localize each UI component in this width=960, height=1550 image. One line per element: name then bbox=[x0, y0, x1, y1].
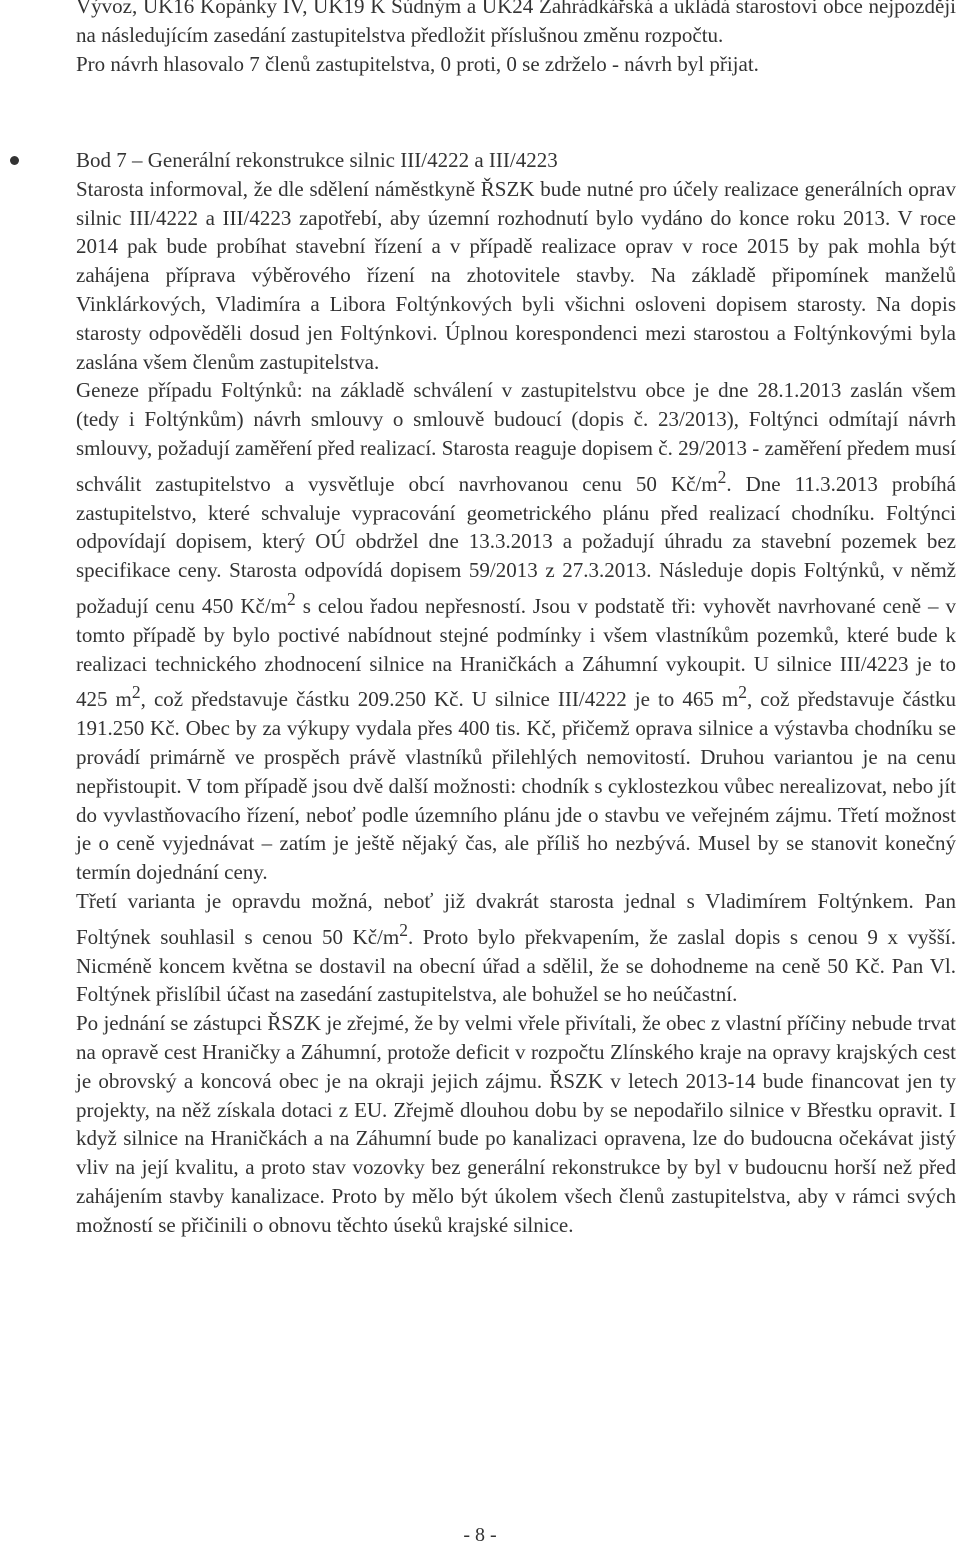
paragraph-case-history: Geneze případu Foltýnků: na základě schválení v zastupitelstvu obce je dne 28.1.2013 zaslán všem (tedy i Foltýnkům) návrh smlouvy o smlouvě budoucí (dopis č. 23/2013), Foltýnci odmítají návrh smlouvy, požadují zaměření před realizací. Starosta reaguje dopisem č. 29/2013 - zaměření předem musí schválit zastupitelstvo a vysvětluje obcí navrhovanou cenu 50 $Kč/m^2$. Dne 11.3.2013 probíhá zastupitelstvo, které schvaluje vypracování geometrického plánu před realizací chodníku. Foltýnci odpovídají dopisem, který OÚ obdržel dne 13.3.2013 a požadují úhradu za stavební pozemek bez specifikace ceny. Starosta odpovídá dopisem 59/2013 z 27.3.2013. Následuje dopis Foltýnků, v němž požadují cenu 450 $Kč/m^2$ s celou řadou nepřesností. Jsou v podstatě tři: vyhovět navrhované ceně – v tomto případě by bylo poctivé nabídnout stejné podmínky i všem vlastníkům pozemků, které bude k realizaci technického zhodnocení silnice na Hraničkách a Záhumní vykoupit. U silnice III/4223 je to 425 $m^2$, což představuje částku 209.250 Kč. U silnice III/4222 je to 465 $m^2$, což představuje částku 191.250 Kč. Obec by za výkupy vydala přes 400 tis. Kč, přičemž oprava silnice a výstavba chodníku se provádí primárně ve prospěch právě vlastníků přilehlých nemovitostí. Druhou variantou je na cenu nepřistoupit. V tom případě jsou dvě další možnosti: chodník s cyklostezkou vůbec nerealizovat, nebo jít do vyvlastňovacího řízení, neboť podle územního plánu jde o stavbu ve veřejném zájmu. Třetí možnost je o ceně vyjednávat – zatím je ještě nějaký čas, ale příliš ho nezbývá. Musel by se stanovit konečný termín dojednání ceny. bbox=[76, 378, 957, 885]
paragraph-rszk-negotiation: Po jednání se zástupci ŘSZK je zřejmé, že by velmi vřele přivítali, že obec z vlastní příčiny nebude trvat na opravě cest Hraničky a Záhumní, protože deficit v rozpočtu Zlínského kraje na opravy krajských cest je obrovský a koncová obec je na okraji jejich zájmu. ŘSZK v letech 2013-14 bude financovat jen ty projekty, na něž získala dotaci z EU. Zřejmě dlouhou dobu by se nepodařilo silnice v Břestku opravit. I když silnice na Hraničkách a na Záhumní bude po kanalizaci opravena, lze do budoucna očekávat jistý vliv na její kvalitu, a proto stav vozovky bez generální rekonstrukce by byl v budoucnu horší než před zahájením stavby kanalizace. Proto by mělo být úkolem všech členů zastupitelstva, aby v rámci svých možností se přičinili o obnovu těchto úseků krajské silnice. bbox=[76, 1011, 956, 1237]
intro-resolution-text: Vývoz, UK16 Kopánky IV, UK19 K Súdným a UK24 Zahrádkářská a ukládá starostovi obce nejpozději na následujícím zasedání zastupitelstva předložit příslušnou změnu rozpočtu. bbox=[76, 0, 956, 47]
agenda-item-heading: Bod 7 – Generální rekonstrukce silnic III/4222 a III/4223 bbox=[76, 148, 558, 172]
superscript: 2 bbox=[399, 919, 408, 940]
superscript: 2 bbox=[738, 682, 747, 703]
paragraph-mayor-report: Starosta informoval, že dle sdělení náměstkyně ŘSZK bude nutné pro účely realizace generálních oprav silnic III/4222 a III/4223 zapotřebí, aby územní rozhodnutí bylo vydáno do konce roku 2013. V roce 2014 pak bude probíhat stavební řízení a v případě realizace oprav v roce 2015 by pak mohla být zahájena příprava výběrového řízení na zhotovitele stavby. Na základě připomínek manželů Vinklárkových, Vladimíra a Libora Foltýnkových byli všichni osloveni dopisem starosty. Na dopis starosty odpověděli dosud jen Foltýnkovi. Úplnou korespondenci mezi starostou a Foltýnkovými byla zaslána všem členům zastupitelstva. bbox=[76, 176, 956, 374]
bullet-icon bbox=[10, 156, 19, 165]
superscript: 2 bbox=[287, 588, 296, 609]
agenda-item-7 bbox=[76, 146, 956, 1239]
paragraph-third-variant: Třetí varianta je opravdu možná, neboť již dvakrát starosta jednal s Vladimírem Foltýnkem. Pan Foltýnek souhlasil s cenou 50 $Kč/m^2$. Proto bylo překvapením, že zaslal dopis s cenou 9 x vyšší. Nicméně koncem května se dostavil na obecní úřad a sdělil, že se dohodneme na ceně 50 Kč. Pan Vl. Foltýnek přislíbil účast na zasedání zastupitelstva, ale bohužel se ho neúčastní. bbox=[76, 888, 956, 1007]
superscript: 2 bbox=[717, 466, 727, 487]
superscript: 2 bbox=[131, 682, 141, 703]
intro-vote-text: Pro návrh hlasovalo 7 členů zastupitelstva, 0 proti, 0 se zdrželo - návrh byl přijat. bbox=[76, 51, 759, 76]
page-number: - 8 - bbox=[463, 1524, 497, 1546]
intro-paragraph bbox=[76, 0, 956, 78]
